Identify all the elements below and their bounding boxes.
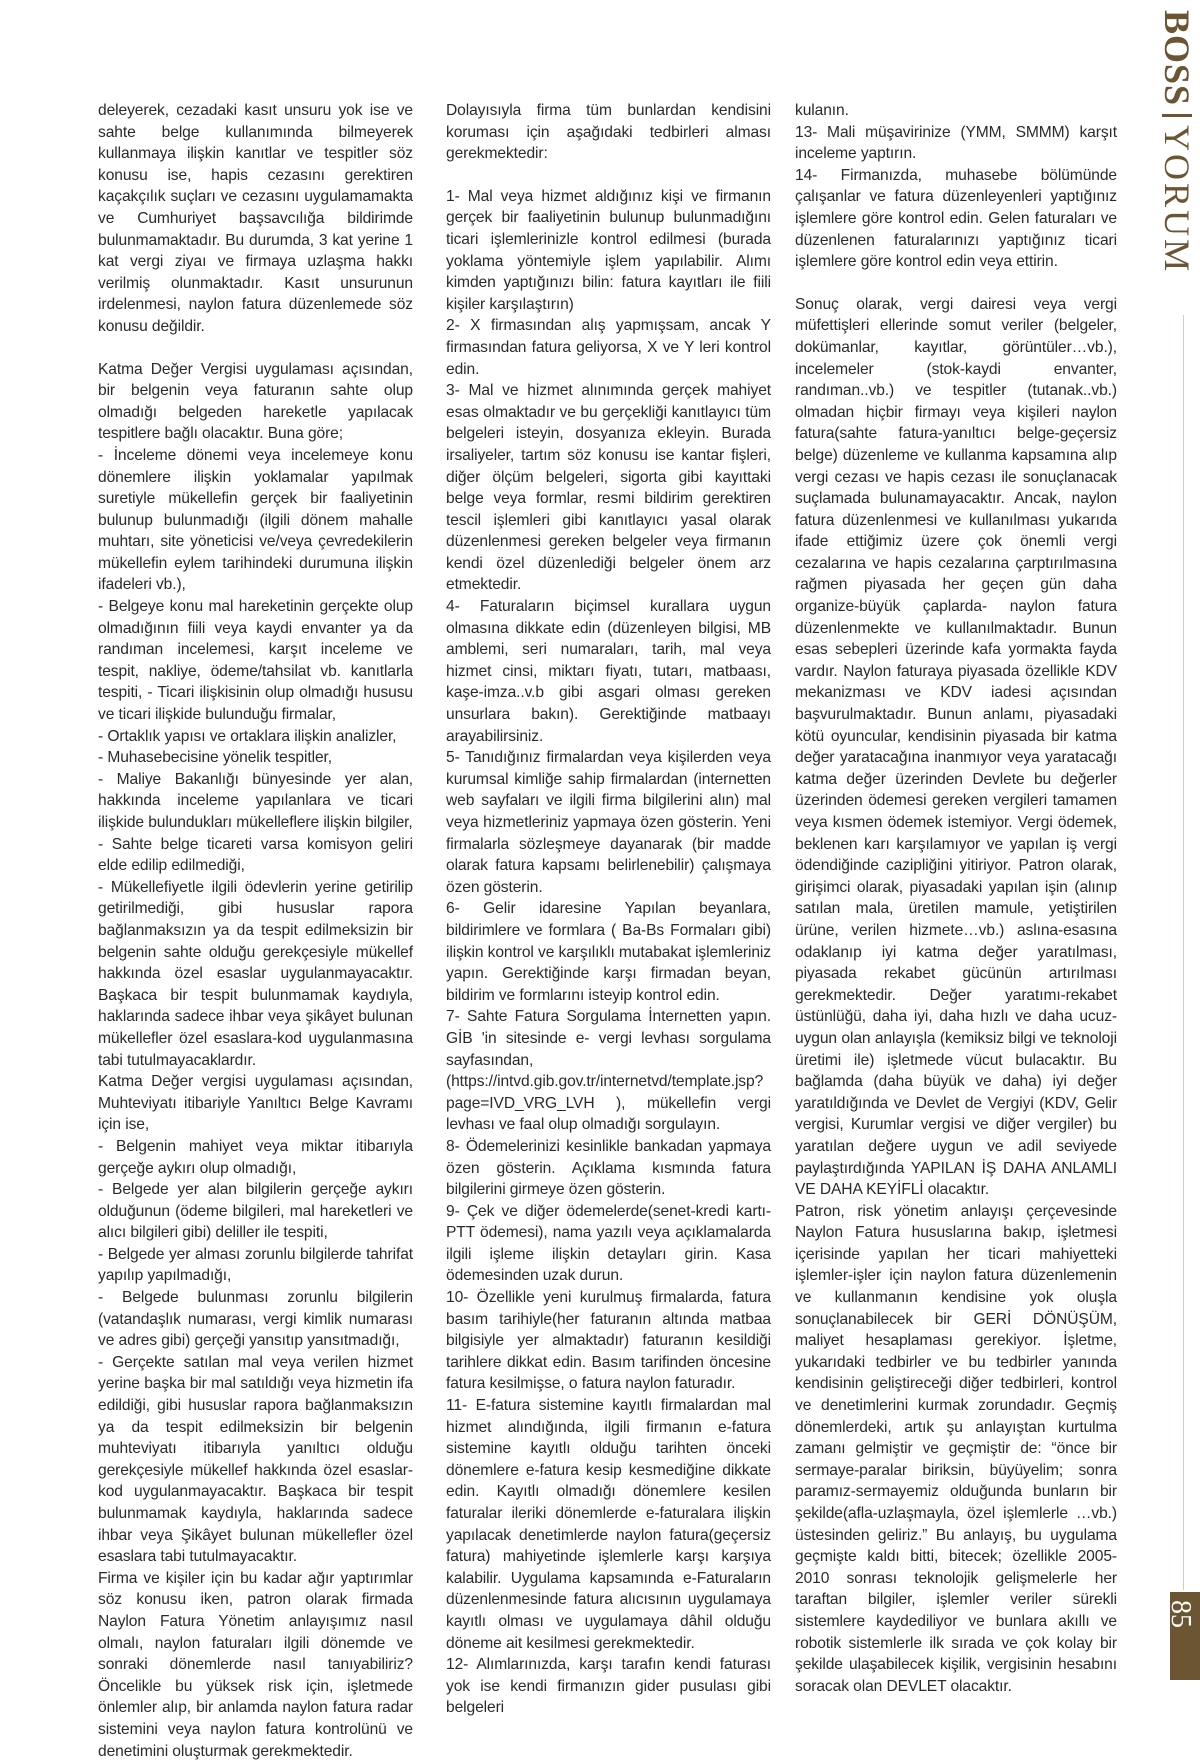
paragraph: - Belgede yer alan bilgilerin gerçeğe aykırı olduğunun (ödeme bilgileri, mal hareketleri ve alıcı bilgileri gibi) deliller ile tespiti,: [98, 1181, 413, 1242]
paragraph: 12- Alımlarınızda, karşı tarafın kendi faturası yok ise kendi firmanızın gider pusulası gibi belgeleri: [446, 1656, 771, 1717]
paragraph: Firma ve kişiler için bu kadar ağır yaptırımlar söz konusu iken, patron olarak firmada Naylon Fatura Yönetim anlayışımız nasıl olmalı, naylon faturaları ilgili dönemde ve sonraki dönemlerde nasıl tanıyabiliriz? Öncelikle bu yüksek risk için, işletmede önlemler alıp, bir anlamda naylon fatura radar sistemini veya naylon fatura kontrolünü ve denetimini oluşturmak gerekmektedir.: [98, 1569, 413, 1760]
sidebar: [1157, 0, 1200, 1680]
sidebar-divider: [1183, 315, 1184, 1590]
paragraph: 3- Mal ve hizmet alınımında gerçek mahiyet esas olmaktadır ve bu gerçekliği kanıtlayıcı tüm belgeleri isteyin, dosyanıza ekleyin. Burada irsaliyeler, tartım söz konusu ise kantar fişleri, diğer ölçüm belgeleri, sigorta gibi kayıttaki belge veya formlar, resmi bildirim gerektiren tescil işlemleri gibi kanıtlayıcı yasal olarak düzenlenmesi gereken belgeler veya firmanın kendi özel düzenlediği belgeler önem arz etmektedir.: [446, 382, 771, 594]
paragraph: 7- Sahte Fatura Sorgulama İnternetten yapın. GİB 'in sitesinde e- vergi levhası sorgulama sayfasından, (https://intvd.gib.gov.tr/internetvd/template.jsp?page=IVD_VRG_LVH ), mükellefin vergi levhası ve faal olup olmadığı sorgulayın.: [446, 1008, 771, 1134]
paragraph: 4- Faturaların biçimsel kurallara uygun olmasına dikkate edin (düzenleyen bilgisi, MB amblemi, seri numaraları, tarih, mal veya hizmet cinsi, miktarı fiyatı, tutarı, matbaası, kaşe-imza..v.b gibi asgari olması gereken unsurlara bakın). Gerektiğinde matbaayı arayabilirsiniz.: [446, 598, 771, 745]
paragraph: Sonuç olarak, vergi dairesi veya vergi müfettişleri ellerinde somut veriler (belgeler, dokümanlar, kayıtlar, görüntüler…vb.), incelemeler (stok-kaydi envanter, randıman..vb.) ve tespitler (tutanak..vb.) olmadan hiçbir firmayı veya kişileri naylon fatura(sahte fatura-yanıltıcı belge-geçersiz belge) düzenleme ve kullanma kapsamına alıp vergi cezası ve hapis cezası ile sonuçlanacak suçlamada bulunamayacaktır. Ancak, naylon fatura düzenlenmesi ve kullanılması yukarıda ifade ettiğimiz üzere çok önemli vergi cezalarına ve hapis cezalarına çarptırılmasına rağmen piyasada her geçen gün daha organize-büyük çaplarda- naylon fatura düzenlenmekte ve kullanılmaktadır. Bunun esas sebepleri üzerinde kafa yormakta fayda vardır. Naylon faturaya piyasada özellikle KDV mekanizması ve KDV iadesi açısından başvurulmaktadır. Bunun anlamı, piyasadaki kötü oyuncular, kendisinin piyasada bir katma değer yaratacağına inanmıyor veya yaratacağı katma değer üzerinden Devlete bu değerler üzerinden ödemesi gereken vergileri tamamen veya kısmen ödemek istemiyor. Vergi ödemek, beklenen karı karşılamıyor ve yapılan iş vergi ödendiğinde cazipliğini yitiriyor. Patron olarak, girişimci olarak, piyasadaki yapılan işin (alınıp satılan mala, üretilen mamule, yetiştirilen ürüne, verilen hizmete…vb.) aslına-esasına odaklanıp iyi katma değer yaratılması, piyasada rekabet gücünün artırılması gerekmektedir. Değer yaratımı-rekabet üstünlüğü, daha iyi, daha hızlı ve daha ucuz-uygun olan anlayışla (kemiksiz bilgi ve teknoloji üretimi ile) işletmede vücut bulacaktır. Bu bağlamda (daha büyük ve daha) iyi değer yaratıldığında ve Devlet de Vergiyi (KDV, Gelir vergisi, Kurumlar vergisi ve diğer vergiler) bu yaratılan değere uygun ve adil seviyede paylaştırdığında YAPILAN İŞ DAHA ANLAMLI VE DAHA KEYİFLİ olacaktır.: [795, 295, 1117, 1199]
paragraph: 1- Mal veya hizmet aldığınız kişi ve firmanın gerçek bir faaliyetinin bulunup bulunmadığını ticari işlemlerinizle kontrol edilmesi (burada yoklama yöntemiyle işlem yapılabilir. Alımı kimden yaptığınızı bilin: fatura kayıtları ile fiili kişiler karşılaştırın): [446, 187, 771, 313]
text-column-1: [98, 100, 413, 1762]
paragraph: - Belgeye konu mal hareketinin gerçekte olup olmadığının fiili veya kaydi envanter ya da randıman incelemesi, karşıt inceleme ve tespit, nakliye, ödeme/tahsilat vb. kanıtlarla tespiti, - Ticari ilişkisinin olup olmadığı hususu ve ticari ilişkide bulunduğu firmalar,: [98, 598, 413, 724]
paragraph: Patron, risk yönetim anlayışı çerçevesinde Naylon Fatura hususlarına bakıp, işletmesi içerisinde yapılan her ticari mahiyetteki işlemler-işler için naylon fatura düzenlemenin ve kullanmanın kendisine yok oluşla sonuçlanabilecek bir GERİ DÖNÜŞÜM, maliyet hesaplaması gerekiyor. İşletme, yukarıdaki tedbirler ve bu tedbirler yanında kendisinin geliştireceği diğer tedbirleri, kontrol ve denetimlerini kurmak zorundadır. Geçmiş dönemlerdeki, artık şu anlayıştan kurtulma zamanı gelmiştir ve geçmiştir de: “önce bir sermaye-paralar biriksin, büyüyelim; sonra paramız-sermayemiz olduğunda bunların bir şekilde(afla-uzlaşmayla, özel işlemlerle …vb.) üstesinden geliriz.” Bu anlayış, bu uygulama geçmişte kaldı bitti, bitecek; özellikle 2005-2010 sonrası teknolojik gelişmelerle her taraftan bilgiler, işlemler veriler sürekli sistemlere kaydediliyor ve bunlara akıllı ve robotik sistemlerle ilk sırada ve çok kolay bir şekilde ulaşabilecek kişilik, vergisinin hesabını soracak olan DEVLET olacaktır.: [795, 1202, 1117, 1695]
paragraph: Katma Değer vergisi uygulaması açısından, Muhteviyatı itibariyle Yanıltıcı Belge Kavramı için ise,: [98, 1073, 413, 1134]
text-column-3: [795, 100, 1117, 1697]
paragraph: - Sahte belge ticareti varsa komisyon geliri elde edilip edilmediği,: [98, 835, 413, 875]
paragraph: - Ortaklık yapısı ve ortaklara ilişkin analizler,: [98, 727, 397, 745]
paragraph: 10- Özellikle yeni kurulmuş firmalarda, fatura basım tarihiyle(her faturanın altında matbaa bilgisiyle yer almaktadır) faturanın kesildiği tarihlere dikkat edin. Basım tarifinden öncesine fatura kesilmişse, o fatura naylon faturadır.: [446, 1289, 771, 1393]
paragraph: 14- Firmanızda, muhasebe bölümünde çalışanlar ve fatura düzenleyenleri yaptığınız işlemlere göre kontrol edin. Gelen faturaları ve düzenlenen faturalarınızı yaptığınız ticari işlemlere göre kontrol edin veya ettirin.: [795, 166, 1117, 271]
paragraph: Dolayısıyla firma tüm bunlardan kendisini koruması için aşağıdaki tedbirleri alması gerekmektedir:: [446, 102, 771, 163]
paragraph: deleyerek, cezadaki kasıt unsuru yok ise ve sahte belge kullanımında bilmeyerek kullanmaya ilişkin kanıtlar ve tespitler söz konusu ise, hapis cezasını gerektiren kaçakçılık suçları ve cezasını uygulamamakta ve Cumhuriyet başsavcılığa bildirimde bulunmamaktadır. Bu durumda, 3 kat yerine 1 kat vergi ziyaı ve firmaya uzlaşma hakkı verilmiş olunmaktadır. Kasıt unsurunun irdelenmesi, naylon fatura düzenlemede söz konusu değildir.: [98, 102, 413, 335]
paragraph: - Mükellefiyetle ilgili ödevlerin yerine getirilip getirilmediği, gibi hususlar rapora bağlanmaksızın ya da tespit edilmeksizin bir belgenin sahte olduğu gerekçesiyle mükellef hakkında özel esaslar uygulanmayacaktır. Başkaca bir tespit bulunmamak kaydıyla, haklarında sadece ihbar veya şikâyet bulunan mükellefler özel esaslara-kod uygulanmasına tabi tutulmayacaklardır.: [98, 878, 413, 1069]
paragraph: - Belgenin mahiyet veya miktar itibarıyla gerçeğe aykırı olup olmadığı,: [98, 1137, 413, 1177]
paragraph: - Maliye Bakanlığı bünyesinde yer alan, hakkında inceleme yapılanlara ve ticari ilişkide bulundukları mükelleflere ilişkin bilgiler,: [98, 770, 413, 831]
paragraph: 6- Gelir idaresine Yapılan beyanlara, bildirimlere ve formlara ( Ba-Bs Formaları gibi) ilişkin kontrol ve karşılıklı mutabakat işlemleriniz yapın. Gerektiğinde karşı firmadan beyan, bildirim ve formlarını isteyip kontrol edin.: [446, 900, 771, 1004]
paragraph: 11- E-fatura sistemine kayıtlı firmalardan mal hizmet alındığında, ilgili firmanın e-fatura sistemine kayıtlı olduğu tarihten önceki dönemlere e-fatura kesip kesmediğine dikkate edin. Kayıtlı olmadığı dönemlere kesilen faturalar ileriki dönemlerde e-faturalara ilişkin yapılacak denetimlerde naylon fatura(geçersiz fatura) mahiyetinde işlemlerle karşı karşıya kalabilir. Uygulama kapsamında e-Faturaların düzenlenmesinde fatura alıcısının uygulamaya kayıtlı olması ve uygulamaya dâhil olduğu döneme ait kesilmesi gerekmektedir.: [446, 1397, 771, 1652]
paragraph: Katma Değer Vergisi uygulaması açısından, bir belgenin veya faturanın sahte olup olmadığı belgeden hareketle yapılacak tespitlere bağlı olacaktır. Buna göre;: [98, 360, 413, 443]
paragraph: - Gerçekte satılan mal veya verilen hizmet yerine başka bir mal satıldığı veya hizmetin ifa edildiği, gibi hususlar rapora bağlanmaksızın ya da tespit edilmeksizin bir belgenin muhteviyatı itibarıyla yanıltıcı olduğu gerekçesiyle mükellef hakkında özel esaslar-kod uygulanmayacaktır. Başkaca bir tespit bulunmamak kaydıyla, haklarında sadece ihbar veya Şikâyet bulunan mükellefler özel esaslara tabi tutulmayacaktır.: [98, 1353, 413, 1566]
page-number: 85: [1165, 1600, 1196, 1628]
paragraph: - İnceleme dönemi veya incelemeye konu dönemlere ilişkin yoklamalar yapılmak suretiyle mükellefin gerçek bir faaliyetinin bulunup bulunmadığı (ilgili dönem mahalle muhtarı, site yöneticisi ve/veya çevredekilerin mükellefin eylem tarihindeki durumuna ilişkin ifadeleri vb.),: [98, 446, 413, 594]
paragraph: 9- Çek ve diğer ödemelerde(senet-kredi kartı-PTT ödemesi), nama yazılı veya açıklamalarda ilgili işleme ilişkin detayları girin. Kasa ödemesinden uzak durun.: [446, 1202, 771, 1285]
paragraph: 2- X firmasından alış yapmışsam, ancak Y firmasından fatura geliyorsa, X ve Y leri kontrol edin.: [446, 317, 771, 378]
brand-logo: [1157, 10, 1198, 310]
paragraph: - Belgede yer alması zorunlu bilgilerde tahrifat yapılıp yapılmadığı,: [98, 1245, 413, 1285]
paragraph: - Muhasebecisine yönelik tespitler,: [98, 749, 332, 767]
brand-separator: [1162, 114, 1192, 117]
paragraph: 5- Tanıdığınız firmalardan veya kişilerden veya kurumsal kimliğe sahip firmalardan (internetten web sayfaları ve ilgili firma bilgilerini alın) mal veya hizmetleriniz yapmaya özen gösterin. Yeni firmalarla sözleşmeye dayanarak (bir madde olarak fatura kapsamı belirlenebilir) çalışmaya özen gösterin.: [446, 749, 771, 896]
text-column-2: [446, 100, 771, 1719]
paragraph: 8- Ödemelerinizi kesinlikle bankadan yapmaya özen gösterin. Açıklama kısmında fatura bilgilerini girmeye özen gösterin.: [446, 1137, 771, 1199]
brand-yorum: YORUM: [1157, 125, 1197, 275]
brand-boss: BOSS: [1157, 10, 1197, 107]
page-number-bar: [1165, 1592, 1200, 1680]
paragraph: - Belgede bulunması zorunlu bilgilerin (vatandaşlık numarası, vergi kimlik numarası ve adres gibi) gerçeği yansıtıp yansıtmadığı,: [98, 1289, 413, 1350]
paragraph: kulanın.: [795, 102, 849, 119]
paragraph: 13- Mali müşavirinize (YMM, SMMM) karşıt inceleme yaptırın.: [795, 123, 1117, 163]
